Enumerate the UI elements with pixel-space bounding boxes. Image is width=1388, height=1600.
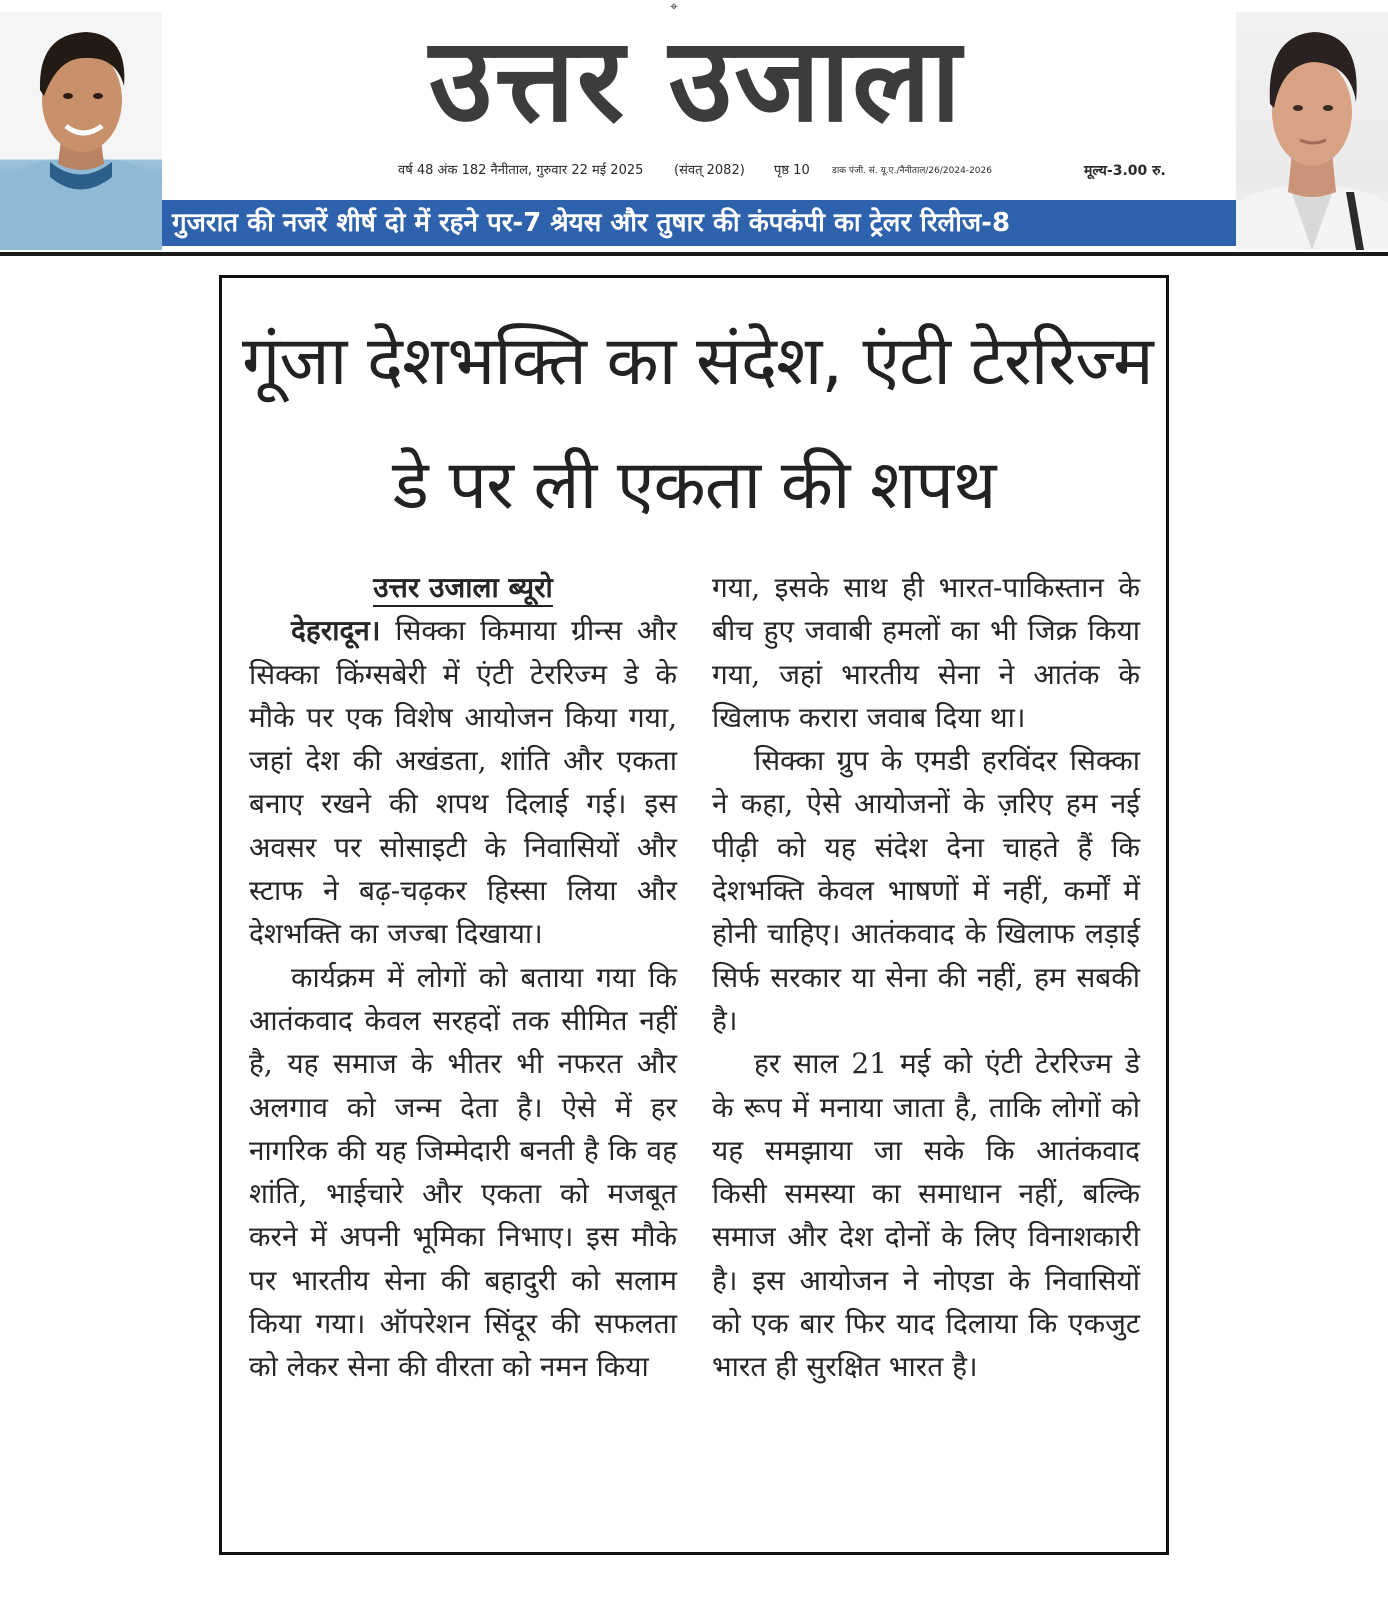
edition-info: वर्ष 48 अंक 182 नैनीताल, गुरुवार 22 मई 2025 bbox=[398, 163, 644, 178]
actor-portrait-image bbox=[1236, 12, 1388, 250]
registration-mark-icon: ⌖ bbox=[670, 0, 678, 15]
article-column-left bbox=[249, 566, 677, 1389]
masthead-divider bbox=[0, 252, 1388, 256]
actor-photo bbox=[1236, 12, 1388, 250]
postal-registration: डाक पंजी. सं. यू.ए./नैनीताल/26/2024-2026 bbox=[832, 166, 992, 176]
headline-line-2: डे पर ली एकता की शपथ bbox=[392, 446, 996, 525]
paragraph-4: हर साल 21 मई को एंटी टेररिज्म डे के रूप में मनाया जाता है, ताकि लोगों को यह समझाया जा सके कि आतंकवाद किसी समस्या का समाधान नहीं, बल्कि समाज और देश दोनों के लिए विनाशकारी है। इस आयोजन ने नोएडा के निवासियों को एक बार फिर याद दिलाया कि एकजुट भारत ही सुरक्षित भारत है। bbox=[712, 1047, 1140, 1384]
dateline: देहरादून। bbox=[291, 614, 381, 648]
edition-info-line bbox=[398, 160, 1188, 182]
byline-text: उत्तर उजाला ब्यूरो bbox=[373, 571, 553, 607]
paragraph-3: सिक्का ग्रुप के एमडी हरविंदर सिक्का ने कहा, ऐसे आयोजनों के ज़रिए हम नई पीढ़ी को यह संदेश देना चाहते हैं कि देशभक्ति केवल भाषणों में नहीं, कर्मों में होनी चाहिए। आतंकवाद के खिलाफ लड़ाई सिर्फ सरकार या सेना की नहीं, हम सबकी है। bbox=[712, 744, 1140, 1037]
article-headline bbox=[242, 300, 1153, 548]
article-column-right bbox=[712, 566, 1140, 1389]
page-number: पृष्ठ 10 bbox=[774, 163, 810, 178]
samvat-year: (संवत् 2082) bbox=[674, 163, 745, 178]
headline-line-1: गूंजा देशभक्ति का संदेश, एंटी टेररिज्म bbox=[242, 322, 1153, 401]
cricketer-portrait-image bbox=[0, 12, 162, 250]
news-article-box bbox=[219, 275, 1169, 1555]
masthead bbox=[0, 0, 1388, 256]
paragraph-1-text: सिक्का किमाया ग्रीन्स और सिक्का किंग्सबेरी में एंटी टेररिज्म डे के मौके पर एक विशेष आयोजन किया गया, जहां देश की अखंडता, शांति और एकता बनाए रखने की शपथ दिलाई गई। इस अवसर पर सोसाइटी के निवासियों और स्टाफ ने बढ़-चढ़कर हिस्सा लिया और देशभक्ति का जज्बा दिखाया। bbox=[249, 614, 677, 951]
cricketer-photo bbox=[0, 12, 162, 250]
front-page-headlines-strip: गुजरात की नजरें शीर्ष दो में रहने पर-7 श्रेयस और तुषार की कंपकंपी का ट्रेलर रिलीज-8 bbox=[162, 200, 1236, 246]
byline bbox=[249, 566, 677, 609]
price: मूल्य-3.00 रु. bbox=[1084, 163, 1166, 179]
paragraph-2-part-2: गया, इसके साथ ही भारत-पाकिस्तान के बीच हुए जवाबी हमलों का भी जिक्र किया गया, जहां भारतीय सेना ने आतंक के खिलाफ करारा जवाब दिया था। bbox=[712, 571, 1140, 734]
paragraph-2-part-1: कार्यक्रम में लोगों को बताया गया कि आतंकवाद केवल सरहदों तक सीमित नहीं है, यह समाज के भीतर भी नफरत और अलगाव को जन्म देता है। ऐसे में हर नागरिक की यह जिम्मेदारी बनती है कि वह शांति, भाईचारे और एकता को मजबूत करने में अपनी भूमिका निभाए। इस मौके पर भारतीय सेना की बहादुरी को सलाम किया गया। ऑपरेशन सिंदूर की सफलता को लेकर सेना की वीरता को नमन किया bbox=[249, 960, 677, 1384]
newspaper-name: उत्तर उजाला bbox=[429, 13, 963, 148]
paragraph-1 bbox=[249, 609, 677, 955]
